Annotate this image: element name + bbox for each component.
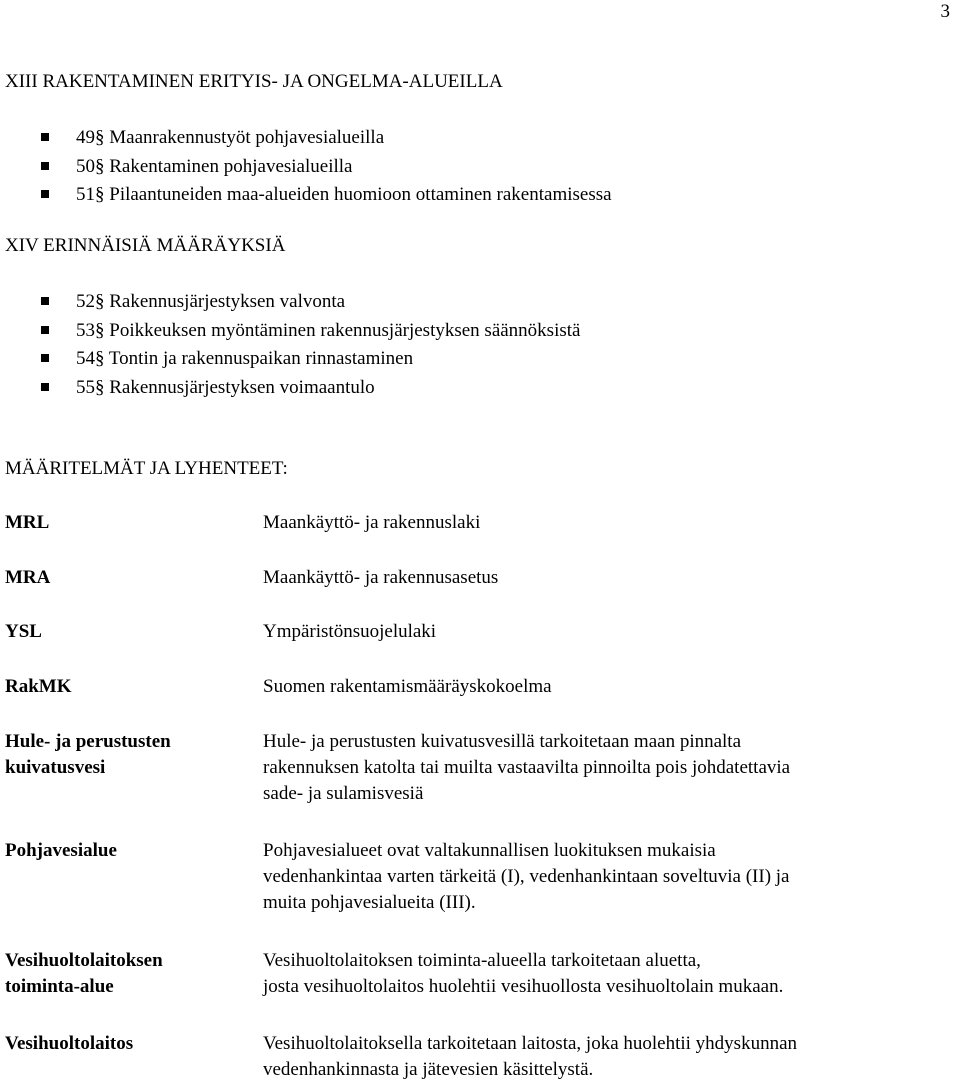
list-item [0,288,580,317]
list-item [0,153,612,182]
definition-desc: Maankäyttö- ja rakennusasetus [263,567,499,588]
square-bullet-icon [41,354,49,362]
list-item-text: 55§ Rakennusjärjestyksen voimaantulo [76,376,375,398]
definition-desc: Hule- ja perustusten kuivatusvesillä tarkoitetaan maan pinnalta rakennuksen katolta tai muilta vastaavilta pinnoilta pois johdatettavia sade- ja sulamisvesiä [263,731,791,804]
definitions-heading: MÄÄRITELMÄT JA LYHENTEET: [5,458,288,479]
definition-term: Pohjavesialue [5,840,117,861]
definition-term: Vesihuoltolaitoksen toiminta-alue [5,950,163,997]
square-bullet-icon [41,190,49,198]
definition-term: Vesihuoltolaitos [5,1033,134,1054]
list-item-text: 52§ Rakennusjärjestyksen valvonta [76,291,346,312]
list-item [0,181,612,210]
section-heading-xiii: XIII RAKENTAMINEN ERITYIS- JA ONGELMA-ALUEILLA [5,71,503,92]
definition-term: YSL [5,621,42,642]
definition-desc: Pohjavesialueet ovat valtakunnallisen luokituksen mukaisia vedenhankintaa varten tärkeitä (I), vedenhankintaan soveltuvia (II) ja muita pohjavesialueita (III). [263,840,790,913]
square-bullet-icon [41,162,49,170]
section-list-xiv [0,288,580,402]
square-bullet-icon [41,297,49,305]
definition-desc: Vesihuoltolaitoksen toiminta-alueella tarkoitetaan aluetta, josta vesihuoltolaitos huolehtii vesihuollosta vesihuoltolain mukaan. [263,950,784,997]
definition-desc: Vesihuoltolaitoksella tarkoitetaan laitosta, joka huolehtii yhdyskunnan vedenhankinnasta ja jätevesien käsittelystä. [263,1033,798,1080]
definition-desc: Ympäristönsuojelulaki [263,621,437,642]
section-heading-xiv: XIV ERINNÄISIÄ MÄÄRÄYKSIÄ [5,235,286,256]
list-item-text: 50§ Rakentaminen pohjavesialueilla [76,155,353,177]
square-bullet-icon [41,133,49,141]
definition-desc: Suomen rakentamismääräyskokoelma [263,676,552,697]
definition-term: MRA [5,567,51,588]
list-item-text: 53§ Poikkeuksen myöntäminen rakennusjärjestyksen säännöksistä [76,319,581,341]
square-bullet-icon [41,326,49,334]
page-number: 3 [940,1,950,22]
list-item-text: 51§ Pilaantuneiden maa-alueiden huomioon ottaminen rakentamisessa [76,184,612,205]
square-bullet-icon [41,383,49,391]
definition-term: Hule- ja perustusten kuivatusvesi [5,731,171,778]
list-item-text: 54§ Tontin ja rakennuspaikan rinnastaminen [76,348,414,369]
list-item [0,124,612,153]
list-item [0,345,580,374]
section-list-xiii [0,124,612,210]
list-item [0,374,580,403]
definition-desc: Maankäyttö- ja rakennuslaki [263,512,481,533]
definition-term: RakMK [5,676,72,697]
definition-term: MRL [5,512,50,533]
list-item [0,317,580,346]
list-item-text: 49§ Maanrakennustyöt pohjavesialueilla [76,127,385,148]
